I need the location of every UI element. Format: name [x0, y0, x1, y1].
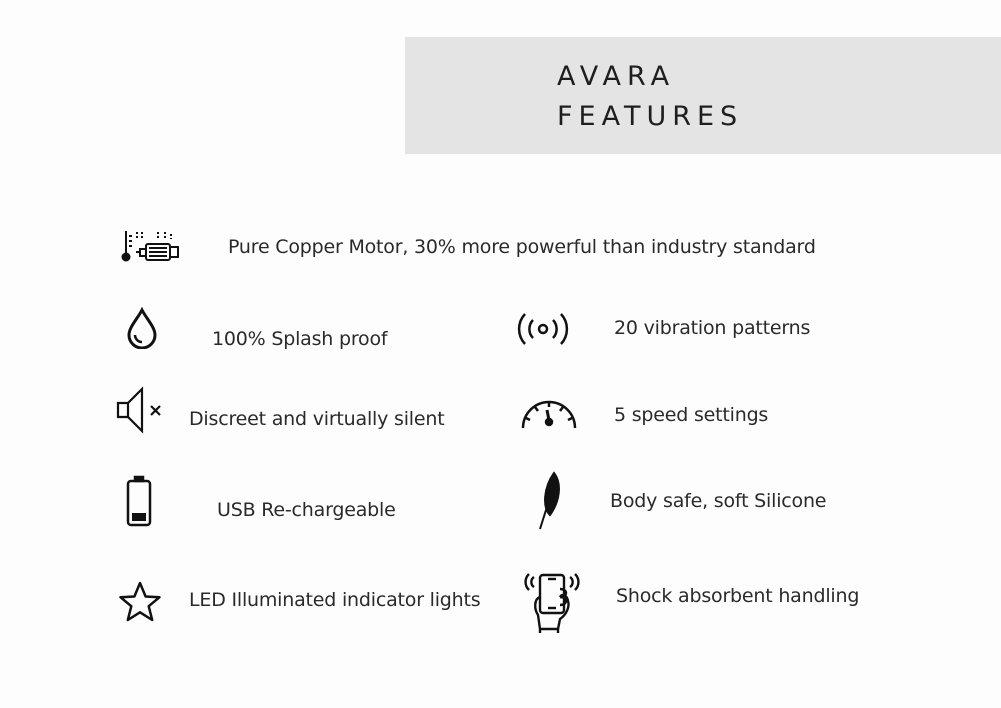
vibration-icon: [516, 310, 570, 348]
feather-icon: [536, 471, 564, 531]
speaker-mute-icon: [114, 385, 166, 435]
battery-icon: [125, 475, 153, 527]
feature-label-led: LED Illuminated indicator lights: [189, 589, 481, 611]
water-drop-icon: [126, 307, 158, 349]
feature-label-battery: USB Re-chargeable: [217, 499, 396, 521]
feature-label-splash-proof: 100% Splash proof: [212, 328, 388, 350]
title-banner: [405, 37, 1001, 154]
phone-in-hand-icon: [524, 571, 584, 633]
feature-label-speed: 5 speed settings: [614, 404, 769, 426]
title-line-1: AVARA: [557, 61, 676, 92]
copper-motor-icon: [118, 228, 182, 264]
speedometer-icon: [520, 398, 578, 430]
star-icon: [118, 580, 162, 624]
title-line-2: FEATURES: [557, 101, 744, 132]
feature-label-shock: Shock absorbent handling: [616, 585, 860, 607]
feature-label-silent: Discreet and virtually silent: [189, 408, 445, 430]
feature-label-copper-motor: Pure Copper Motor, 30% more powerful than industry standard: [228, 236, 816, 258]
feature-label-vibration: 20 vibration patterns: [614, 317, 811, 339]
feature-label-silicone: Body safe, soft Silicone: [610, 490, 827, 512]
